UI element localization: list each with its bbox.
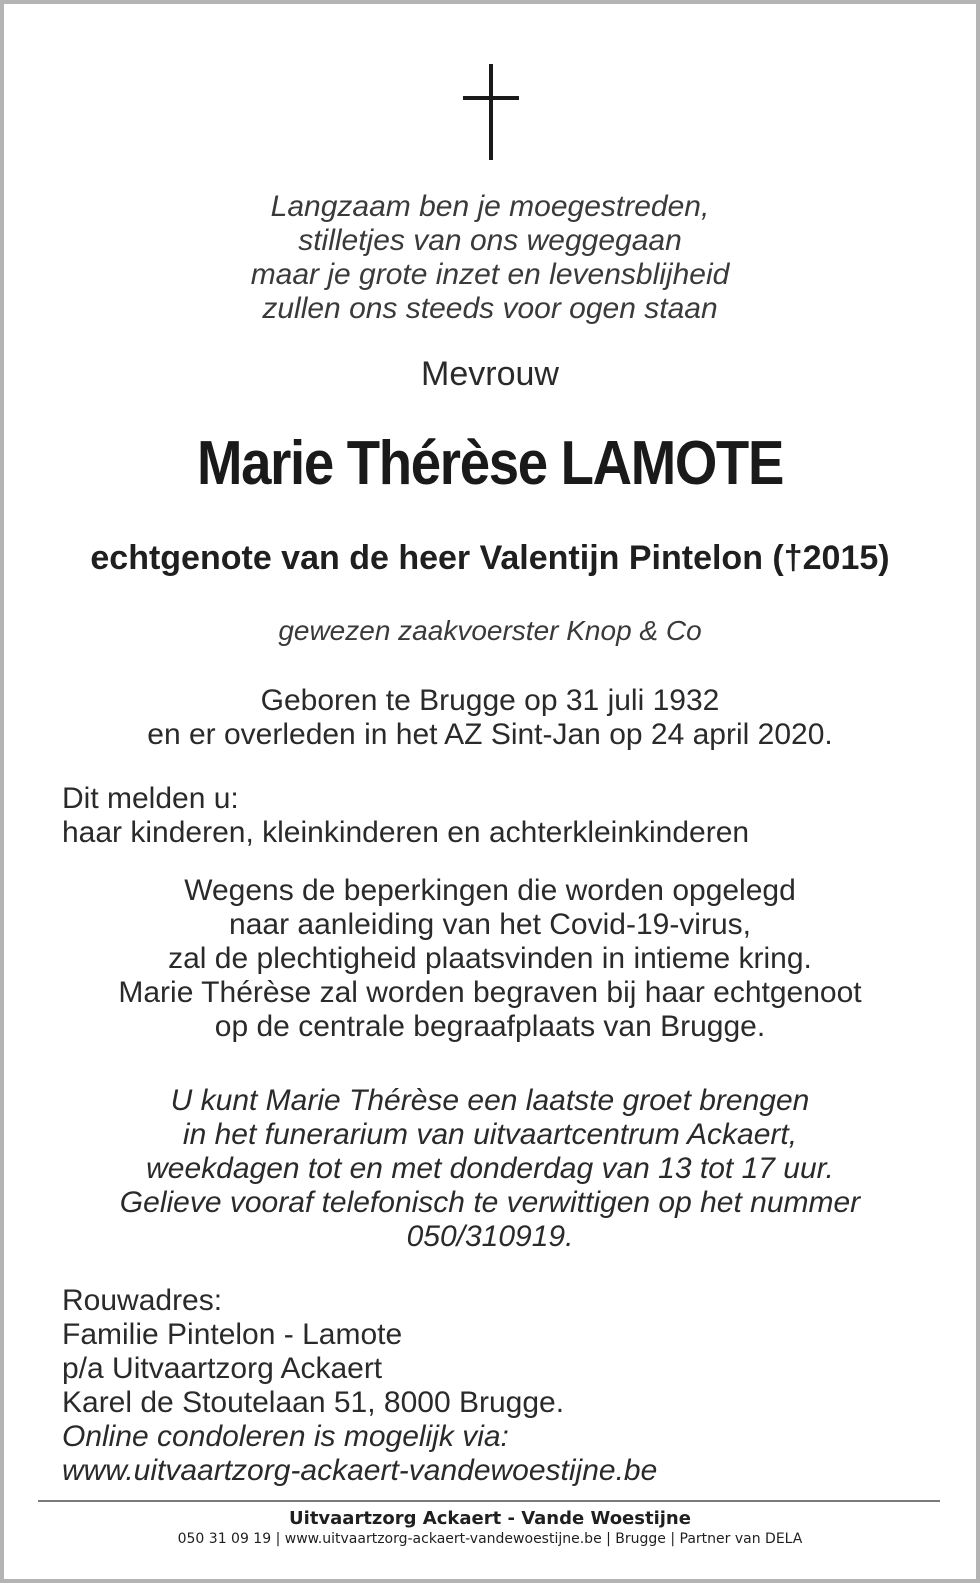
mourning-address: [62, 1284, 657, 1488]
footer-divider: [38, 1500, 940, 1502]
ceremony-line: op de centrale begraafplaats van Brugge.: [214, 1010, 766, 1043]
ceremony-line: Wegens de beperkingen die worden opgelegd: [184, 874, 796, 907]
address-heading: Rouwadres:: [62, 1284, 223, 1317]
ceremony-info: [4, 874, 976, 1044]
poem: [4, 190, 976, 326]
visit-line: U kunt Marie Thérèse een laatste groet brengen: [170, 1084, 810, 1117]
death-line: en er overleden in het AZ Sint-Jan op 24 april 2020.: [147, 718, 833, 751]
condolence-link[interactable]: www.uitvaartzorg-ackaert-vandewoestijne.be: [62, 1454, 658, 1487]
birth-line: Geboren te Brugge op 31 juli 1932: [260, 684, 720, 717]
visit-line: Gelieve vooraf telefonisch te verwittigen op het nummer: [119, 1186, 861, 1219]
announcement-line: haar kinderen, kleinkinderen en achterkleinkinderen: [62, 816, 750, 849]
condolence-text: Online condoleren is mogelijk via:: [62, 1420, 509, 1453]
ceremony-line: Marie Thérèse zal worden begraven bij haar echtgenoot: [118, 976, 862, 1009]
birth-death: [4, 684, 976, 752]
phone-number: 050/310919.: [406, 1220, 574, 1253]
announcement: [62, 782, 749, 850]
deceased-name: Marie Thérèse LAMOTE: [196, 429, 784, 498]
address-street: Karel de Stoutelaan 51, 8000 Brugge.: [62, 1386, 565, 1419]
salutation: Mevrouw: [421, 355, 559, 393]
address-family: Familie Pintelon - Lamote: [62, 1318, 403, 1351]
footer-company: Uitvaartzorg Ackaert - Vande Woestijne: [289, 1508, 691, 1529]
footer-info: 050 31 09 19 | www.uitvaartzorg-ackaert-vandewoestijne.be | Brugge | Partner van DELA: [177, 1531, 803, 1547]
cross-icon: [461, 64, 521, 164]
visit-line: weekdagen tot en met donderdag van 13 tot 17 uur.: [146, 1152, 834, 1185]
visit-info: [4, 1084, 976, 1254]
ceremony-line: naar aanleiding van het Covid-19-virus,: [229, 908, 751, 941]
visit-line: in het funerarium van uitvaartcentrum Ackaert,: [182, 1118, 798, 1151]
poem-line: stilletjes van ons weggegaan: [298, 224, 682, 257]
poem-line: maar je grote inzet en levensblijheid: [250, 258, 730, 291]
spouse-line: echtgenote van de heer Valentijn Pintelon (†2015): [90, 539, 890, 577]
announcement-line: Dit melden u:: [62, 782, 239, 815]
address-care-of: p/a Uitvaartzorg Ackaert: [62, 1352, 383, 1385]
poem-line: zullen ons steeds voor ogen staan: [262, 292, 718, 325]
occupation: gewezen zaakvoerster Knop & Co: [278, 615, 702, 646]
poem-line: Langzaam ben je moegestreden,: [270, 190, 710, 223]
ceremony-line: zal de plechtigheid plaatsvinden in intieme kring.: [168, 942, 812, 975]
